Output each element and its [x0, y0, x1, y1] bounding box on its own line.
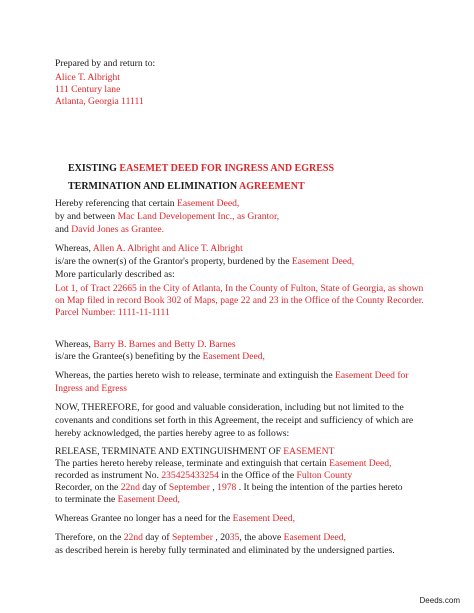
grantee-name: David Jones as Grantee.: [71, 224, 164, 235]
title-line1: [68, 163, 334, 175]
title2-red: AGREEMENT: [239, 181, 305, 192]
text: recorded as instrument No.: [55, 470, 162, 481]
text: , 20: [213, 532, 230, 543]
benefiting-line: [55, 351, 265, 363]
deed-name: Easement Deed,: [232, 513, 296, 524]
text: Whereas Grantee no longer has a need for the: [55, 513, 233, 524]
termination-day: 22nd: [123, 532, 143, 543]
return-address-line1: 111 Century lane: [55, 84, 121, 95]
text: and: [55, 224, 72, 235]
between-line: [55, 211, 279, 223]
deed-name: Easement Deed,: [176, 198, 240, 209]
deed-name: Easement Deed,: [283, 532, 346, 543]
text: Whereas,: [55, 243, 93, 254]
text: RELEASE, TERMINATE AND EXTINGUISHMENT OF: [55, 446, 284, 457]
terminated-line: as described herein is hereby fully terminated and eliminated by the undersigned parties.: [55, 545, 395, 556]
consideration-line2: covenants and conditions set forth in this Agreement, the receipt and sufficiency of which are: [55, 415, 414, 426]
footer-brand: Deeds.com: [419, 596, 460, 605]
referencing-line: [55, 198, 239, 210]
text: , the above: [239, 532, 284, 543]
deed-name: Easement Deed,: [291, 256, 355, 267]
text: is/are the Grantee(s) benefiting by the: [55, 351, 203, 362]
easement-word: EASEMENT: [283, 446, 335, 457]
burdened-line: [55, 256, 354, 268]
recorder-date-line: [55, 482, 403, 494]
text: ,: [209, 482, 218, 493]
record-year: 1978: [217, 482, 237, 493]
text: Therefore, on the: [55, 532, 124, 543]
text: Hereby referencing that certain: [55, 198, 177, 209]
legal-description-line2: on Map filed in record Book 302 of Maps, page 22 and 23 in the Office of the County Recorder.: [55, 295, 424, 306]
release-line: [55, 458, 391, 470]
deed-name: Easement Deed,: [117, 494, 180, 505]
text: Whereas, the parties hereto wish to release, terminate and extinguish the: [55, 370, 335, 381]
ingress-egress: Ingress and Egress: [55, 383, 127, 394]
return-address-line2: Atlanta, Georgia 11111: [55, 96, 144, 107]
owners-line: [55, 243, 243, 255]
legal-description-line1: Lot 1, of Tract 22665 in the City of Atlanta, In the County of Fulton, State of Georgia, as shown: [55, 283, 424, 294]
text: . It being the intention of the parties hereto: [236, 482, 403, 493]
text: day of: [142, 532, 172, 543]
grantee-line: [55, 224, 164, 236]
parcel-number: Parcel Number: 1111-11-1111: [55, 307, 170, 318]
deed-name: Easement Deed,: [329, 458, 392, 469]
prepared-by-label: Prepared by and return to:: [55, 58, 156, 69]
instrument-number: 235425433254: [161, 470, 219, 481]
text: Recorder, on the: [55, 482, 121, 493]
described-line: More particularly described as:: [55, 269, 175, 280]
consideration-line3: hereby acknowledged, the parties hereby agree to as follows:: [55, 428, 290, 439]
termination-month: September: [171, 532, 213, 543]
grantor-name: Mac Land Developement Inc., as Grantor,: [117, 211, 280, 222]
consideration-line1: NOW, THEREFORE, for good and valuable consideration, including but not limited to the: [55, 402, 404, 413]
title1-red: EASEMET DEED FOR INGRESS AND EGRESS: [119, 163, 335, 174]
record-day: 22nd: [120, 482, 140, 493]
text: is/are the owner(s) of the Grantor's property, burdened by the: [55, 256, 292, 267]
county-name: Fulton County: [296, 470, 353, 481]
therefore-line: [55, 532, 346, 544]
grantees-line: [55, 339, 236, 351]
no-longer-need-line: [55, 513, 295, 525]
record-month: September: [168, 482, 210, 493]
intention-line: [55, 494, 180, 506]
text: in the Office of the: [218, 470, 297, 481]
termination-year: 35: [229, 532, 240, 543]
text: to terminate the: [55, 494, 118, 505]
release-heading: [55, 446, 334, 458]
text: day of: [139, 482, 169, 493]
text: Whereas,: [55, 339, 94, 350]
title-line2: [68, 181, 305, 193]
title2-prefix: TERMINATION AND ELIMINATION: [68, 181, 240, 192]
wish-line: [55, 370, 409, 382]
deed-name: Easement Deed,: [202, 351, 265, 362]
return-name: Alice T. Albright: [55, 72, 120, 83]
grantee-names: Barry B. Barnes and Betty D. Barnes: [93, 339, 236, 350]
instrument-line: [55, 470, 352, 482]
text: by and between: [55, 211, 118, 222]
deed-name: Easement Deed for: [334, 370, 409, 381]
text: The parties hereto hereby release, terminate and extinguish that certain: [55, 458, 330, 469]
owner-names: Allen A. Albright and Alice T. Albright: [92, 243, 243, 254]
title1-prefix: EXISTING: [68, 163, 120, 174]
